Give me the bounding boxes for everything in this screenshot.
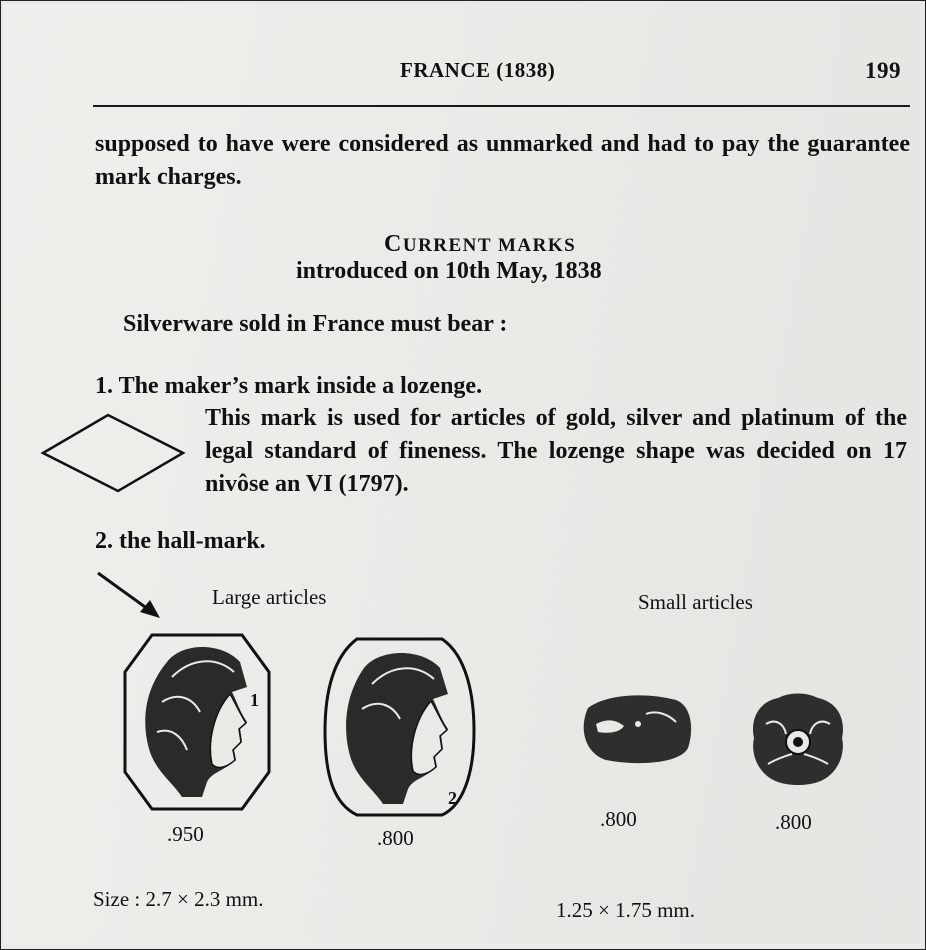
section-heading-rest: URRENT MARKS	[402, 235, 577, 256]
fineness-large-2: .800	[377, 826, 414, 850]
item-1-title: 1. The maker’s mark inside a lozenge.	[95, 373, 483, 399]
helmeted-head-hallmark-large-2	[322, 636, 477, 818]
item-2-title: 2. the hall-mark.	[95, 528, 266, 554]
hallmark-number-2: 2	[448, 788, 457, 808]
continuation-paragraph: supposed to have were considered as unmarked and had to pay the guarantee mark charges.	[95, 131, 910, 190]
intro-line: Silverware sold in France must bear :	[123, 311, 508, 337]
hallmark-number-1: 1	[250, 690, 259, 710]
fineness-small-1: .800	[600, 807, 637, 831]
large-size-note: Size : 2.7 × 2.3 mm.	[93, 887, 264, 911]
lozenge-icon	[38, 412, 188, 494]
running-header-title: FRANCE (1838)	[400, 58, 556, 82]
crab-hallmark-small	[748, 694, 848, 786]
large-articles-caption: Large articles	[212, 585, 327, 609]
helmeted-head-hallmark-large-1	[122, 632, 272, 812]
arrow-icon	[94, 570, 164, 620]
small-articles-caption: Small articles	[638, 590, 753, 614]
fineness-small-2: .800	[775, 810, 812, 834]
item-1-description: This mark is used for articles of gold, silver and platinum of the legal standard of fineness. The lozenge shape was decided on 17 nivôse an VI (1797).	[205, 405, 907, 497]
page-number: 199	[865, 58, 901, 83]
small-size-note: 1.25 × 1.75 mm.	[556, 898, 696, 922]
boar-head-hallmark-small	[576, 690, 696, 768]
section-subheading: introduced on 10th May, 1838	[296, 258, 602, 284]
section-heading: CURRENT MARKS	[384, 231, 577, 257]
fineness-large-1: .950	[167, 822, 204, 846]
header-rule	[93, 105, 910, 107]
